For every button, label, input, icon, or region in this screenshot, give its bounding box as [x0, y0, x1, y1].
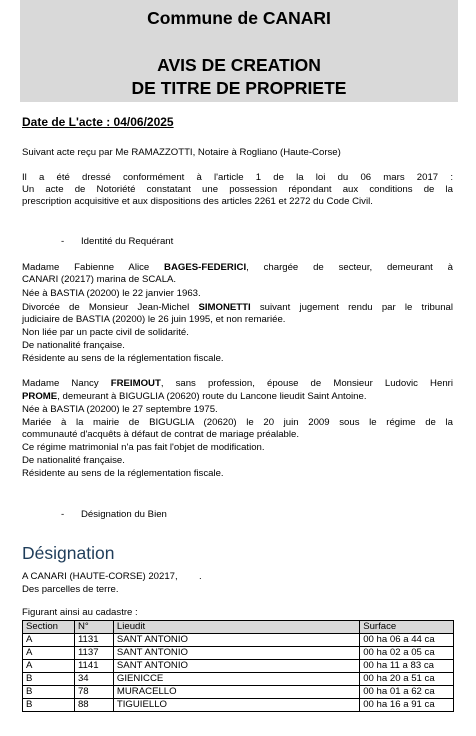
person2-line8: Résidente au sens de la réglementation fiscale.: [22, 468, 224, 479]
person1-line1-a: Madame Fabienne Alice: [22, 262, 165, 273]
person2-line7: De nationalité française.: [22, 455, 125, 466]
cell-num: 78: [74, 686, 113, 699]
designation-commune: A CANARI (HAUTE-CORSE) 20217, .: [22, 571, 202, 582]
person1-line7: De nationalité française.: [22, 340, 125, 351]
designation-heading: Désignation: [22, 543, 115, 563]
bullet-dash: -: [61, 236, 65, 247]
person2-line2: [22, 391, 453, 404]
person1-line2: CANARI (20217) marina de SCALA.: [22, 274, 177, 285]
cell-num: 1131: [74, 634, 113, 647]
cell-surface: 00 ha 01 a 62 ca: [360, 686, 454, 699]
table-row: [23, 699, 454, 712]
cell-section: B: [23, 686, 75, 699]
intro-notaire: Suivant acte reçu par Me RAMAZZOTTI, Notaire à Rogliano (Haute-Corse): [22, 147, 341, 158]
commune-title: Commune de CANARI: [147, 8, 331, 28]
cell-surface: 00 ha 06 a 44 ca: [360, 634, 454, 647]
cell-section: A: [23, 660, 75, 673]
section-bien: [61, 509, 167, 520]
avis-title-line1: AVIS DE CREATION: [157, 55, 321, 75]
cell-lieudit: SANT ANTONIO: [113, 634, 359, 647]
cell-surface: 00 ha 16 a 91 ca: [360, 699, 454, 712]
col-header-section: Section: [23, 621, 75, 634]
person1-line4-b: suivant jugement rendu par le tribunal: [250, 302, 453, 313]
section-requerant: [61, 236, 173, 247]
person2-line1-b: , sans profession, épouse de Monsieur Ludovic Henri: [160, 378, 453, 389]
cell-surface: 00 ha 11 a 83 ca: [360, 660, 454, 673]
person2-line1-a: Madame Nancy: [22, 378, 111, 389]
person1-line1-b: , chargée de secteur, demeurant à: [246, 262, 453, 273]
cell-section: A: [23, 634, 75, 647]
designation-parcelles: Des parcelles de terre.: [22, 584, 119, 595]
cell-num: 34: [74, 673, 113, 686]
section-requerant-label: Identité du Requérant: [81, 236, 174, 247]
cell-section: B: [23, 699, 75, 712]
cadastre-header-row: [23, 621, 454, 634]
person1-line4: [22, 302, 453, 315]
col-header-lieudit: Lieudit: [113, 621, 359, 634]
intro-loi-line1: [22, 172, 453, 185]
person2-line6: Ce régime matrimonial n'a pas fait l'objet de modification.: [22, 442, 265, 453]
person2-line2-b: , demeurant à BIGUGLIA (20620) route du Lancone lieudit Saint Antoine.: [57, 391, 367, 402]
intro-loi-line3: prescription acquisitive et aux dispositions des articles 2261 et 2272 du Code Civil.: [22, 196, 373, 207]
col-header-surface: Surface: [360, 621, 454, 634]
table-row: [23, 634, 454, 647]
table-row: [23, 660, 454, 673]
intro-loi-line2: Un acte de Notoriété constatant une possession répondant aux conditions de la: [22, 184, 453, 195]
person1-line3: Née à BASTIA (20200) le 22 janvier 1963.: [22, 288, 201, 299]
person1-line6: Non liée par un pacte civil de solidarité.: [22, 327, 189, 338]
person2-spouse-name: PROME: [22, 391, 58, 402]
person2-line4: Mariée à la mairie de BIGUGLIA (20620) le 20 juin 2009 sous le régime de la: [22, 417, 453, 428]
cell-section: A: [23, 647, 75, 660]
cell-section: B: [23, 673, 75, 686]
col-header-num: N°: [74, 621, 113, 634]
header-banner: [20, 0, 458, 102]
avis-title-line2: DE TITRE DE PROPRIETE: [131, 78, 347, 98]
cell-surface: 00 ha 02 a 05 ca: [360, 647, 454, 660]
intro-loi-text: Il a été dressé conformément à l'article 1 de la loi du 06 mars 2017 :: [22, 172, 453, 183]
cadastre-table: [22, 620, 454, 712]
cell-lieudit: MURACELLO: [113, 686, 359, 699]
person1-line8: Résidente au sens de la réglementation fiscale.: [22, 353, 224, 364]
person2-line5: communauté d'acquêts à défaut de contrat de mariage préalable.: [22, 429, 300, 440]
section-bien-label: Désignation du Bien: [81, 509, 167, 520]
person1-line4-a: Divorcée de Monsieur Jean-Michel: [22, 302, 199, 313]
table-row: [23, 673, 454, 686]
table-row: [23, 686, 454, 699]
person1-line5: judiciaire de BASTIA (20200) le 26 juin 1995, et non remariée.: [22, 314, 286, 325]
cell-num: 1141: [74, 660, 113, 673]
cell-num: 88: [74, 699, 113, 712]
cell-lieudit: SANT ANTONIO: [113, 647, 359, 660]
table-row: [23, 647, 454, 660]
person1-exspouse-name: SIMONETTI: [198, 302, 251, 313]
cell-lieudit: SANT ANTONIO: [113, 660, 359, 673]
person2-name: FREIMOUT: [110, 378, 161, 389]
person1-name: BAGES-FEDERICI: [164, 262, 247, 273]
bullet-dash: -: [61, 509, 65, 520]
cell-num: 1137: [74, 647, 113, 660]
acte-date: Date de L'acte : 04/06/2025: [22, 115, 174, 129]
person1-line1: [22, 262, 453, 275]
person2-line3: Née à BASTIA (20200) le 27 septembre 1975.: [22, 404, 218, 415]
cell-surface: 00 ha 20 a 51 ca: [360, 673, 454, 686]
cell-lieudit: GIENICCE: [113, 673, 359, 686]
designation-cadastre-intro: Figurant ainsi au cadastre :: [22, 607, 138, 618]
person2-line1: [22, 378, 453, 391]
cell-lieudit: TIGUIELLO: [113, 699, 359, 712]
